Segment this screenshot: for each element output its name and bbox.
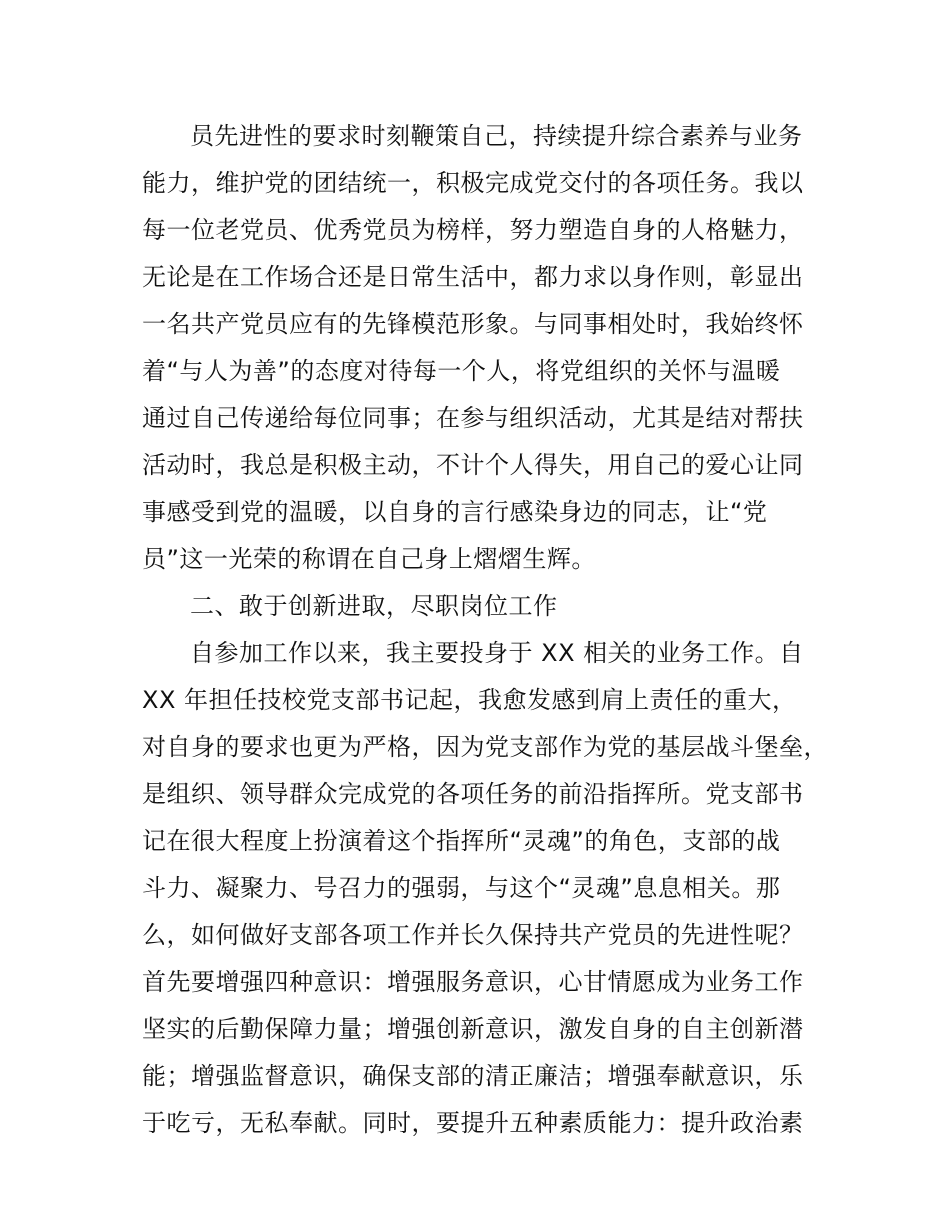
paragraph-line: 能力，维护党的团结统一，积极完成党交付的各项任务。我以	[142, 169, 804, 197]
paragraph-line: 斗力、凝聚力、号召力的强弱，与这个“灵魂”息息相关。那	[142, 874, 781, 902]
paragraph-line: 着“与人为善”的态度对待每一个人，将党组织的关怀与温暖	[142, 357, 781, 385]
paragraph-line: 事感受到党的温暖，以自身的言行感染身边的同志，让“党	[142, 498, 768, 526]
paragraph-line: 员先进性的要求时刻鞭策自己，持续提升综合素养与业务	[190, 122, 803, 150]
paragraph-line: 活动时，我总是积极主动，不计个人得失，用自己的爱心让同	[142, 451, 804, 479]
paragraph-line: 自参加工作以来，我主要投身于 XX 相关的业务工作。自	[190, 639, 804, 667]
paragraph-line: 记在很大程度上扮演着这个指挥所“灵魂”的角色，支部的战	[142, 827, 781, 855]
section-heading: 二、敢于创新进取，尽职岗位工作	[190, 592, 558, 620]
paragraph-line: 么，如何做好支部各项工作并长久保持共产党员的先进性呢？	[142, 921, 804, 949]
paragraph-line: 一名共产党员应有的先锋模范形象。与同事相处时，我始终怀	[142, 310, 804, 338]
paragraph-line: 无论是在工作场合还是日常生活中，都力求以身作则，彰显出	[142, 263, 804, 291]
paragraph-line: 是组织、领导群众完成党的各项任务的前沿指挥所。党支部书	[142, 780, 804, 808]
paragraph-line: 能；增强监督意识，确保支部的清正廉洁；增强奉献意识，乐	[142, 1062, 804, 1090]
paragraph-line: 员”这一光荣的称谓在自己身上熠熠生辉。	[142, 545, 596, 573]
paragraph-line: 对自身的要求也更为严格，因为党支部作为党的基层战斗堡垒，	[142, 733, 828, 761]
paragraph-line: XX 年担任技校党支部书记起，我愈发感到肩上责任的重大，	[142, 686, 797, 714]
paragraph-line: 首先要增强四种意识：增强服务意识，心甘情愿成为业务工作	[142, 968, 804, 996]
paragraph-line: 于吃亏，无私奉献。同时，要提升五种素质能力：提升政治素	[142, 1109, 804, 1137]
paragraph-line: 每一位老党员、优秀党员为榜样，努力塑造自身的人格魅力，	[142, 216, 804, 244]
paragraph-line: 通过自己传递给每位同事；在参与组织活动，尤其是结对帮扶	[142, 404, 804, 432]
paragraph-line: 坚实的后勤保障力量；增强创新意识，激发自身的自主创新潜	[142, 1015, 804, 1043]
